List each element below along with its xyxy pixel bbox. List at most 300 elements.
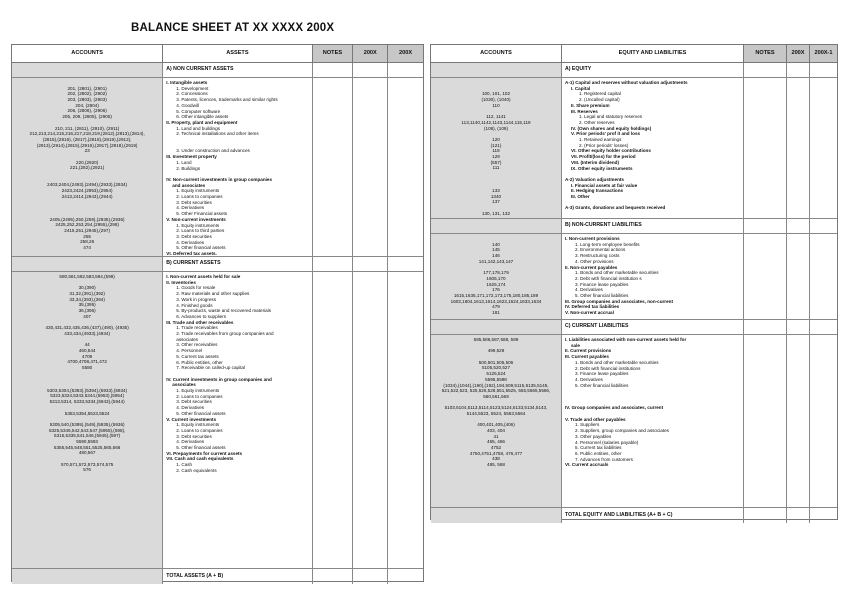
line-item: VI. Other equity holder contributions (571, 148, 651, 154)
line-item: V. Prior periods' prof it and loss (571, 131, 641, 137)
account-codes: 204, (2804) (75, 102, 99, 108)
line-item: 3. Patents, licences, trademarks and similar rights (176, 97, 278, 103)
line-item: 6. Other intangible assets (176, 114, 229, 120)
account-codes: 1625,174 (486, 281, 506, 287)
line-item: III. Trade and other receivables (166, 319, 234, 325)
line-item: A-3) Grants, donations and bequests received (565, 205, 666, 211)
line-item: 7. Advances from customers (575, 456, 633, 462)
account-codes: 521,522,523, 525,526,528,551,5525, 555,5565,5566, (441, 388, 551, 394)
account-codes: 5323,5324,5343,5344,(5953),(5954) (50, 393, 125, 399)
account-codes: (108), (109) (483, 125, 508, 131)
line-item: 1. Bonds and other marketable securities (575, 359, 659, 365)
header-assets: ASSETS (163, 45, 312, 62)
account-codes-column (431, 234, 562, 319)
line-item: 3. Debt securities (176, 233, 212, 239)
total-row (12, 569, 423, 584)
account-codes: 203, (2803), (2903) (67, 97, 107, 103)
line-item: 5. Computer software (176, 108, 221, 114)
total-label: TOTAL EQUITY AND LIABILITIES (A+ B + C) (562, 508, 744, 523)
line-item: 2. Environmental actions (575, 247, 626, 253)
value-cell (744, 320, 787, 334)
account-codes: 4750,4751,4758, 476,477 (469, 450, 523, 456)
line-item: 4. Derivatives (176, 439, 205, 445)
line-item: 1. Land and buildings (176, 125, 220, 131)
line-item: 1. Equity instruments (176, 388, 220, 394)
account-codes: 1603,1604,1613,1614,1623,1624,1633,1634 (450, 298, 542, 304)
account-codes: 36,(396) (78, 308, 96, 314)
account-codes: 2405,(2495),250,(259),(2935),(2936) (49, 216, 125, 222)
value-cell (388, 257, 423, 271)
line-item: 6. Public entities, other (575, 451, 622, 456)
value-cell (787, 234, 810, 319)
line-items-column (562, 78, 744, 218)
section-content-row (431, 335, 837, 508)
line-item: 1. Legal and statutory reserves (579, 114, 643, 120)
account-codes: 133 (492, 188, 500, 194)
line-item: 5. By-products, waste and recovered materials (176, 308, 271, 314)
line-item: 5. Other financial assets (176, 410, 226, 416)
line-item: 1. Goods for resale (176, 285, 216, 291)
line-item: 2. Technical installations and other items (176, 131, 259, 137)
account-codes: 44 (84, 342, 90, 348)
value-cell (388, 569, 423, 584)
line-item: 2. Suppliers, group companies and associates (575, 428, 669, 434)
line-item: 1. Equity instruments (176, 188, 220, 194)
line-item: VI. Prepayments for current assets (166, 450, 243, 456)
section-heading: B) NON-CURRENT LIABILITIES (562, 219, 744, 233)
line-item: 5. Other financial assets (176, 245, 226, 251)
header-notes: NOTES (313, 45, 354, 62)
line-item: 1. Registered capital (579, 91, 621, 97)
total-label: TOTAL ASSETS (A + B) (163, 569, 312, 584)
line-item: III. Reserves (571, 108, 598, 114)
line-item: 3. Debt securities (176, 399, 212, 405)
line-item: 2. Other reserves (579, 119, 615, 125)
line-item: III. Current payables (565, 354, 609, 360)
accounts-cell (12, 257, 163, 271)
value-cell (810, 219, 837, 233)
line-item: IX. Other equity instruments (571, 165, 633, 171)
account-codes: 41 (493, 433, 499, 439)
line-item: II. Current provisions (565, 348, 612, 354)
value-cell (353, 569, 388, 584)
line-item: I. Non-current provisions (565, 236, 620, 241)
account-codes: (1030), (1040) (481, 97, 511, 103)
account-codes: 176 (492, 287, 500, 293)
line-item: 2. Loans to third parties (176, 228, 225, 234)
section-content-row (12, 272, 423, 569)
value-cell (810, 320, 837, 334)
account-codes: 1615,1635,171,172,173,175,180,185,189 (453, 292, 539, 298)
line-item: 4. Personnel (176, 348, 203, 354)
assets-table-header (12, 45, 423, 63)
line-item: 3. Work in progress (176, 296, 217, 302)
line-item: I. Capital (571, 85, 591, 91)
value-cell (353, 78, 388, 256)
line-item: 1. Suppliers (575, 422, 600, 428)
line-item: 3. Debt securities (176, 433, 212, 439)
account-codes: 206, (2806), (2906) (67, 108, 107, 114)
line-item: VII. Profit/(loss) for the period (571, 154, 636, 160)
account-codes: (1034),(1044),(190),(192),194,509,5115,5135,5145, (443, 382, 549, 388)
value-cell (313, 78, 354, 256)
value-cell (787, 219, 810, 233)
header-notes: NOTES (744, 45, 787, 62)
account-codes: 460,544 (78, 347, 96, 353)
line-item: II. Non-current payables (565, 264, 618, 270)
line-item: VI. Current accruals (565, 462, 609, 468)
account-codes: 585,586,587,588, 589 (473, 337, 519, 342)
account-codes-column (431, 78, 562, 218)
line-items-column (562, 234, 744, 319)
account-codes: 205, 209, (2805), (2905) (62, 114, 112, 120)
line-item: IV. Current investments in group companies and (166, 376, 272, 382)
line-item: 3. Other receivables (176, 342, 218, 348)
header-year-current: 200X (353, 45, 388, 62)
line-item: A-1) Capital and reserves without valuation adjustments (565, 80, 688, 85)
assets-table-body (12, 63, 423, 584)
account-codes: 212,213,214,215,216,217,218,219,(2812),(2813),(2814), (29, 131, 145, 137)
account-codes: 480,567 (78, 450, 96, 456)
value-cell (313, 257, 354, 271)
line-item: 6. Public entities, other (176, 359, 223, 365)
line-item: associates (176, 336, 198, 342)
line-item: 2. Trade receivables from group companies and (176, 331, 274, 337)
line-item: 1. Equity instruments (176, 222, 220, 228)
account-codes-column (12, 78, 163, 256)
line-item: 5. Other financial liabilities (575, 382, 629, 388)
account-codes: 30,(390) (78, 285, 96, 291)
accounts-cell (431, 508, 562, 523)
line-item: 1. Long-term employee benefits (575, 241, 640, 247)
header-equity-liabilities: EQUITY AND LIABILITIES (562, 45, 744, 62)
section-heading-row (431, 219, 837, 234)
section-heading-row (12, 257, 423, 272)
accounts-cell (431, 63, 562, 77)
account-codes: 4709 (82, 353, 93, 359)
line-item: and associates (172, 182, 206, 188)
line-item: 2. Concessions (176, 91, 208, 97)
line-item: I. Financial assets at fair value (571, 182, 638, 188)
account-codes: 141,142,143,147 (478, 258, 514, 264)
value-cell (810, 78, 837, 218)
value-cell (810, 63, 837, 77)
account-codes: 130, 131, 132 (481, 210, 511, 216)
equity-liabilities-table-header (431, 45, 837, 63)
account-codes: 111 (492, 165, 500, 171)
account-codes: 400,401,405,(406) (477, 422, 515, 428)
line-items-column (163, 78, 312, 256)
line-item: IV. Non-current investments in group companies (166, 176, 273, 182)
line-item: 3. Finance lease payables (575, 371, 629, 377)
line-item: 4. Goodwill (176, 102, 199, 108)
account-codes: 576 (83, 467, 91, 473)
account-codes: 2403,2404,(2493),(2494),(2933),(2934) (47, 182, 128, 188)
line-item: A-2) Valuation adjustments (565, 176, 624, 182)
accounts-cell (431, 320, 562, 334)
value-cell (744, 63, 787, 77)
line-item: VI. Deferred tax assets. (166, 251, 217, 256)
account-codes: 31,32,(391),(392) (69, 291, 105, 297)
account-codes: (557) (490, 159, 502, 165)
line-item: 3. Debt securities (176, 199, 212, 205)
line-item: 6. Advances to suppliers (176, 313, 227, 319)
line-item: III. Other (571, 194, 590, 200)
account-codes: 403, 404 (487, 428, 505, 433)
value-cell (353, 63, 388, 77)
account-codes: 33,34,(393),(394) (69, 296, 105, 302)
value-cell (787, 335, 810, 507)
line-item: 5. Current tax assets (176, 353, 219, 359)
account-codes: 100, 101, 102 (481, 91, 511, 97)
value-cell (313, 272, 354, 568)
value-cell (744, 78, 787, 218)
account-codes: 433,434,(4933),(4934) (64, 330, 110, 336)
account-codes: (2913),(2914),(2915),(2916),(2917),(2918),(2919) (36, 142, 138, 148)
line-items-column (562, 335, 744, 507)
account-codes: 220,(2920) (76, 159, 99, 165)
line-item: 4. Derivatives (176, 405, 205, 411)
account-codes: 201, (2801), (2901) (67, 85, 107, 91)
account-codes: 479 (492, 304, 500, 310)
value-cell (810, 335, 837, 507)
line-item: 2. Loans to companies (176, 427, 223, 433)
account-codes: 570,571,572,573,574,575 (60, 461, 114, 467)
accounts-cell (12, 63, 163, 77)
line-item: I. Liabilities associated with non-current assets held for (565, 337, 687, 342)
account-codes: 120 (492, 136, 500, 142)
value-cell (744, 234, 787, 319)
line-item: 1. Equity instruments (176, 422, 220, 428)
section-heading: B) CURRENT ASSETS (163, 257, 312, 271)
account-codes: 112, 1141 (486, 114, 506, 120)
line-item: II. Property, plant and equipment (166, 119, 238, 125)
line-item: 4. Derivatives (575, 287, 603, 293)
account-codes: 2423,2424,(2953),(2954) (61, 188, 113, 194)
line-item: III. Group companies and associates, non-current (565, 298, 673, 304)
line-item: 4. Personnel (salaries payable) (575, 439, 639, 445)
account-codes-column (12, 272, 163, 568)
account-codes: 118 (492, 148, 500, 154)
section-heading-row (431, 63, 837, 78)
account-codes: 258,26 (80, 239, 95, 245)
account-codes: 580,581,582,583,584,(599) (59, 274, 115, 279)
account-codes: 5105,520,527 (481, 365, 511, 371)
line-item: II. Hedging transactions (571, 188, 624, 194)
account-codes: 465, 466 (487, 439, 505, 445)
value-cell (744, 219, 787, 233)
account-codes: 5355,545,548,551,5525,565,566 (53, 444, 121, 450)
account-codes: 5125,524 (486, 371, 506, 377)
line-item: I. Intangible assets (166, 80, 208, 85)
section-heading: A) NON CURRENT ASSETS (163, 63, 312, 77)
line-item: I. Non-current assets held for sale (166, 274, 241, 279)
value-cell (787, 78, 810, 218)
account-codes: 221,(282),(2921) (70, 165, 105, 171)
account-codes: 1605,170 (486, 275, 506, 281)
line-item: 3. Restructuring costs (575, 253, 620, 259)
line-item: 1. Development (176, 85, 209, 91)
account-codes: 5303,5304,(5393),(5394),(5933),(5934) (47, 387, 128, 393)
value-cell (353, 257, 388, 271)
line-item: 3. Under construction and advances (176, 148, 250, 154)
line-item: 2. Debt with financial institution s (575, 275, 642, 281)
line-item: 5. Other financial assets (176, 445, 226, 451)
account-codes: 202, (2802), (2902) (67, 91, 107, 97)
value-cell (388, 63, 423, 77)
account-codes: 430,431,432,435,436,(437),(490), (4935) (45, 325, 129, 331)
value-cell (313, 63, 354, 77)
account-codes: 5305,540,(5395),(549),(5935),(5936) (49, 421, 125, 427)
account-codes: 5590,5593 (76, 438, 98, 444)
account-codes: 23 (84, 148, 90, 154)
line-item: 2. Debt with financial institutions (575, 365, 641, 371)
line-item: 5. Current tax liabilities (575, 445, 622, 451)
account-codes: 438 (492, 456, 500, 462)
line-item: associates (172, 382, 196, 388)
line-item: 1. Cash (176, 462, 193, 468)
line-item: VIII. (Interim dividend) (571, 159, 619, 165)
total-row (431, 508, 837, 523)
value-cell (388, 272, 423, 568)
account-codes: 145 (492, 247, 500, 253)
line-item: IV. Group companies and associates, current (565, 405, 664, 411)
section-content-row (431, 234, 837, 320)
account-codes: 137 (492, 199, 500, 205)
section-heading: C) CURRENT LIABILITIES (562, 320, 744, 334)
account-codes: 5580 (82, 365, 93, 370)
value-cell (744, 335, 787, 507)
account-codes: 1340 (490, 193, 502, 199)
line-item: V. Trade and other payables (565, 416, 626, 422)
value-cell (744, 508, 787, 523)
account-codes: 4700,4708,471,472 (67, 359, 107, 365)
header-year-prior: 200X-1 (810, 45, 837, 62)
section-content-row (12, 78, 423, 257)
line-item: 1. Trade receivables (176, 325, 218, 331)
line-item: 4. Finished goods (176, 302, 213, 308)
line-item: VII. Cash and cash equivalents (166, 456, 234, 462)
line-item: 5. Other Financial assets (176, 211, 228, 217)
line-item: 1. Bonds and other marketable securities (575, 270, 659, 276)
value-cell (388, 78, 423, 256)
value-cell (787, 320, 810, 334)
value-cell (353, 272, 388, 568)
value-cell (313, 569, 354, 584)
header-year-current: 200X (787, 45, 810, 62)
line-item: sale (571, 342, 580, 348)
account-codes: 110 (492, 102, 500, 108)
account-codes: 35,(395) (78, 302, 96, 308)
section-heading-row (12, 63, 423, 78)
section-heading-row (431, 320, 837, 335)
line-item: 2. Loans to companies (176, 194, 223, 200)
account-codes: 2425,252,253,254,(2955),(298) (55, 222, 119, 228)
line-item: 3. Other payables (575, 433, 612, 439)
account-codes: 500,501,505,506 (478, 359, 514, 365)
section-heading: A) EQUITY (562, 63, 744, 77)
line-item: V. Non-current accrual (565, 310, 614, 316)
account-codes: 407 (83, 313, 91, 319)
equity-liabilities-table-body (431, 63, 837, 523)
line-item: IV. Deferred tax liabilities (565, 304, 620, 310)
account-codes: 140 (492, 241, 500, 247)
account-codes: 255 (83, 233, 91, 239)
account-codes: 474 (83, 244, 91, 250)
header-accounts: ACCOUNTS (431, 45, 562, 62)
account-codes: 560,561,569 (483, 393, 509, 399)
account-codes: 181 (492, 309, 500, 315)
value-cell (810, 508, 837, 523)
line-item: 2. Buildings (176, 165, 201, 171)
line-item: II. Share premium (571, 102, 610, 108)
account-codes: 5595,5598 (485, 376, 507, 382)
line-item: 2. Raw materials and other supplies (176, 291, 250, 297)
account-codes: 210, 211, (2811), (2910), (2911) (54, 125, 120, 131)
line-item: 5. Other financial liabilities (575, 293, 629, 299)
account-codes: 5313,5314, 5333,5334,(5943),(5944) (49, 399, 125, 405)
line-item: IV. (Own shares and equity holdings) (571, 125, 652, 131)
account-codes: 485, 568 (487, 462, 505, 468)
account-codes: 5353,5354,5523,5524 (64, 410, 110, 416)
page-title: BALANCE SHEET AT XX XXXX 200X (131, 22, 335, 34)
line-item: 4. Derivatives (176, 239, 205, 245)
assets-table (11, 44, 424, 582)
account-codes: (2815),(2816), (2817),(2818),(2819),(2912), (42, 136, 132, 142)
line-item: 4. Derivatives (575, 376, 603, 382)
value-cell (787, 63, 810, 77)
account-codes: 5144,5523, 5524, 5563,5564 (466, 410, 526, 416)
header-accounts: ACCOUNTS (12, 45, 163, 62)
account-codes: 177,178,179 (483, 270, 509, 276)
account-codes: (121) (490, 142, 502, 148)
line-item: 1. Land (176, 159, 192, 165)
line-item: III. Investment property (166, 154, 217, 160)
line-item: 2. (Uncalled capital) (579, 97, 620, 103)
value-cell (787, 508, 810, 523)
header-year-prior: 200X (388, 45, 423, 62)
account-codes: 4752 (490, 445, 502, 451)
line-item: 1. Retained earnings (579, 137, 622, 143)
account-codes: 146 (492, 253, 500, 259)
line-item: 3. Finance lease payables (575, 281, 629, 287)
account-codes: 5103,5104,5113,5114,5123,5124,5133,5134,5143, (444, 405, 548, 411)
accounts-cell (12, 569, 163, 584)
line-item: V. Current investments (166, 416, 217, 422)
accounts-cell (431, 219, 562, 233)
account-codes: 5325,5345,542,543,547,(5955),(598), (48, 427, 126, 433)
equity-liabilities-table (430, 44, 838, 520)
account-codes: 2413,2414,(2943),(2944) (61, 193, 113, 199)
line-item: V. Non-current investments (166, 216, 226, 222)
account-codes: 499,529 (487, 348, 505, 354)
section-content-row (431, 78, 837, 219)
line-item: 7. Receivable on called-up capital (176, 365, 245, 371)
value-cell (810, 234, 837, 319)
account-codes: 113,1140,1142,1143,1144,115,119 (461, 119, 531, 125)
line-item: 2. Cash equivalents (176, 467, 217, 473)
line-item: II. Inventories (166, 279, 196, 285)
account-codes: 129 (492, 153, 500, 159)
account-codes: 5315,5335,541,546,(5945),(597) (54, 433, 121, 439)
account-codes-column (431, 335, 562, 507)
line-item: 4. Derivatives (176, 205, 205, 211)
line-item: 2. Loans to companies (176, 393, 223, 399)
line-items-column (163, 272, 312, 568)
account-codes: 2415,251,(2945),(297) (64, 227, 110, 233)
line-item: 2. (Prior periods' losses) (579, 142, 629, 148)
line-item: 4. Other provisions (575, 258, 614, 264)
